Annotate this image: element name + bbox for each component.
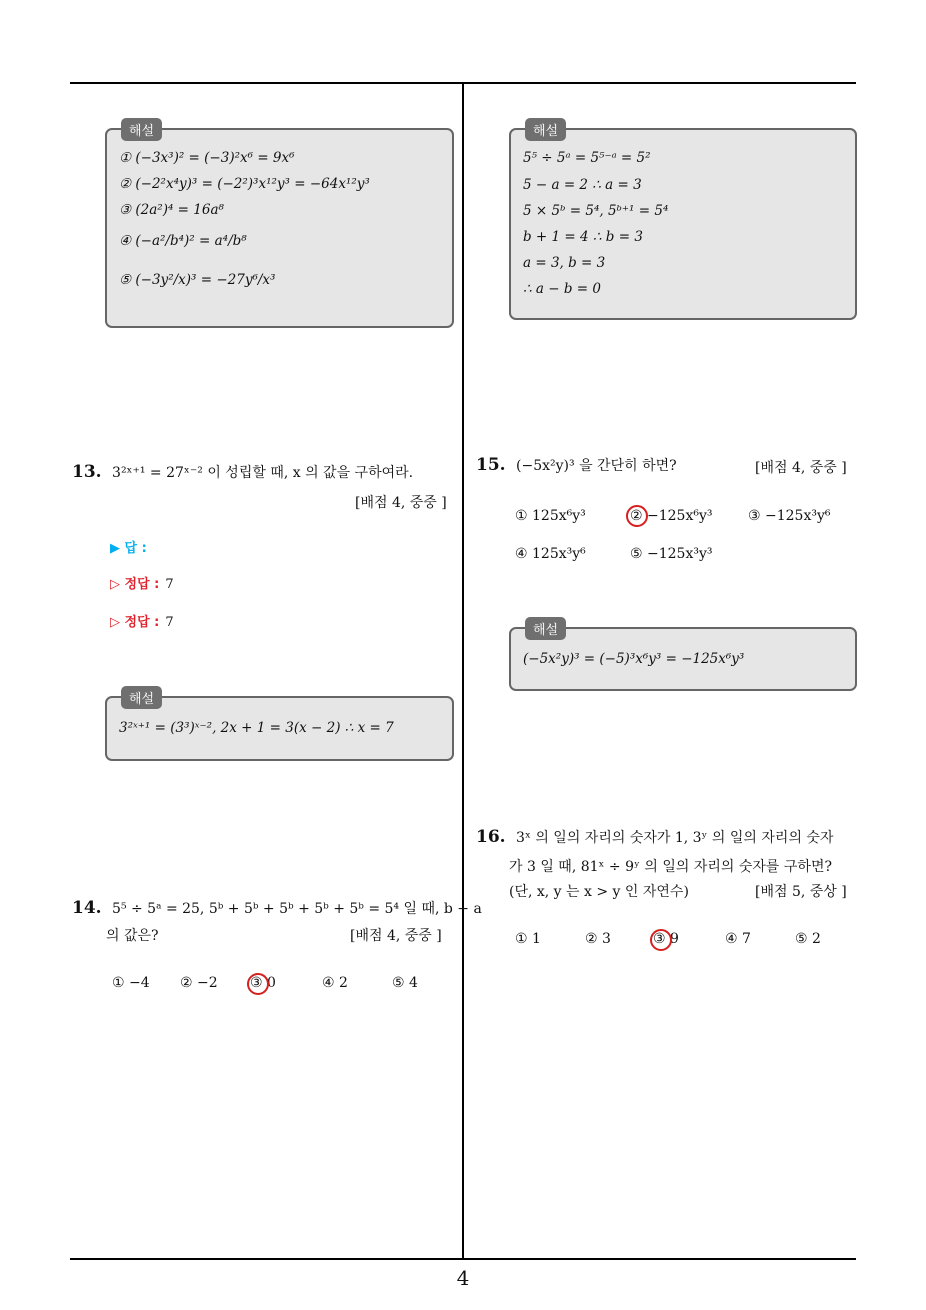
- choice-option[interactable]: ⑤ 2: [795, 931, 821, 947]
- explanation-box-q14: [509, 124, 857, 320]
- explanation-line: ⑤ (−3y²/x)³ = −27y⁶/x³: [119, 272, 276, 288]
- question-number: 16.: [476, 827, 506, 847]
- correct-answer-label: ▷ 정답 :: [110, 615, 160, 630]
- explanation-tag: 해설: [121, 118, 162, 141]
- question-points: [배점 4, 중중 ]: [355, 495, 447, 511]
- explanation-line: a = 3, b = 3: [523, 255, 606, 271]
- question-16: [476, 827, 833, 847]
- correct-answer-label: ▷ 정답 :: [110, 577, 160, 592]
- question-text: 3²ˣ⁺¹ = 27ˣ⁻² 이 성립할 때, x 의 값을 구하여라.: [112, 465, 414, 481]
- explanation-line: b + 1 = 4 ∴ b = 3: [523, 229, 643, 245]
- explanation-line: 5 − a = 2 ∴ a = 3: [523, 177, 642, 193]
- correct-answer-value: 7: [165, 577, 174, 592]
- question-points: [배점 4, 중중 ]: [755, 460, 847, 476]
- explanation-line: ③ (2a²)⁴ = 16a⁸: [119, 202, 224, 218]
- explanation-line: ∴ a − b = 0: [523, 281, 601, 297]
- explanation-line: ① (−3x³)² = (−3)²x⁶ = 9x⁶: [119, 150, 295, 166]
- explanation-line: 3²ˣ⁺¹ = (3³)ˣ⁻², 2x + 1 = 3(x − 2) ∴ x = 7: [119, 720, 394, 736]
- question-text-cont: 의 값은?: [106, 928, 159, 944]
- explanation-tag: 해설: [525, 118, 566, 141]
- explanation-line: 5 × 5ᵇ = 5⁴, 5ᵇ⁺¹ = 5⁴: [523, 203, 669, 219]
- correct-answer: [110, 611, 174, 630]
- question-number: 15.: [476, 455, 506, 475]
- question-13: [72, 462, 413, 482]
- selected-answer-circle: [626, 505, 648, 527]
- choice-option[interactable]: ① 1: [515, 931, 541, 947]
- correct-answer: [110, 573, 174, 592]
- choice-option[interactable]: ③ 9: [653, 931, 679, 947]
- choice-option[interactable]: ④ 125x³y⁶: [515, 546, 586, 562]
- explanation-line: (−5x²y)³ = (−5)³x⁶y³ = −125x⁶y³: [523, 651, 745, 667]
- question-number: 13.: [72, 462, 102, 482]
- page-number: 4: [456, 1266, 470, 1290]
- choice-option[interactable]: ④ 7: [725, 931, 751, 947]
- question-points: [배점 4, 중중 ]: [350, 928, 442, 944]
- question-points: [배점 5, 중상 ]: [755, 884, 847, 900]
- question-text-cont: 가 3 일 때, 81ˣ ÷ 9ʸ 의 일의 자리의 숫자를 구하면?: [509, 859, 832, 875]
- explanation-box-q13: [105, 692, 454, 761]
- question-text: 5⁵ ÷ 5ᵃ = 25, 5ᵇ + 5ᵇ + 5ᵇ + 5ᵇ + 5ᵇ = 5⁴ 일 때, b − a: [112, 901, 482, 917]
- question-text-cont: (단, x, y 는 x > y 인 자연수): [509, 884, 689, 900]
- choice-option[interactable]: ① 125x⁶y³: [515, 508, 586, 524]
- explanation-line: 5⁵ ÷ 5ᵃ = 5⁵⁻ᵃ = 5²: [523, 150, 651, 166]
- choice-option[interactable]: ② −125x⁶y³: [630, 508, 713, 524]
- explanation-line: ② (−2²x⁴y)³ = (−2²)³x¹²y³ = −64x¹²y³: [119, 176, 370, 192]
- explanation-box-q12: [105, 124, 454, 328]
- question-15: [476, 455, 677, 475]
- choice-option[interactable]: ④ 2: [322, 975, 348, 991]
- question-text: 3ˣ 의 일의 자리의 숫자가 1, 3ʸ 의 일의 자리의 숫자: [516, 830, 834, 846]
- choice-option[interactable]: ⑤ 4: [392, 975, 418, 991]
- explanation-tag: 해설: [525, 617, 566, 640]
- answer-input-label: ▶ 답 :: [110, 541, 147, 556]
- bottom-rule: [70, 1258, 856, 1260]
- choice-option[interactable]: ③ −125x³y⁶: [748, 508, 831, 524]
- choice-option[interactable]: ② −2: [180, 975, 218, 991]
- question-14: [72, 898, 482, 918]
- selected-answer-circle: [650, 929, 672, 951]
- choice-option[interactable]: ③ 0: [250, 975, 276, 991]
- explanation-line: ④ (−a²/b⁴)² = a⁴/b⁸: [119, 233, 247, 249]
- correct-answer-value: 7: [165, 615, 174, 630]
- explanation-box-q15: [509, 623, 857, 691]
- explanation-tag: 해설: [121, 686, 162, 709]
- choice-option[interactable]: ① −4: [112, 975, 150, 991]
- selected-answer-circle: [247, 973, 269, 995]
- question-number: 14.: [72, 898, 102, 918]
- choice-option[interactable]: ⑤ −125x³y³: [630, 546, 713, 562]
- choice-option[interactable]: ② 3: [585, 931, 611, 947]
- question-text: (−5x²y)³ 을 간단히 하면?: [516, 458, 677, 474]
- column-divider: [462, 84, 464, 1260]
